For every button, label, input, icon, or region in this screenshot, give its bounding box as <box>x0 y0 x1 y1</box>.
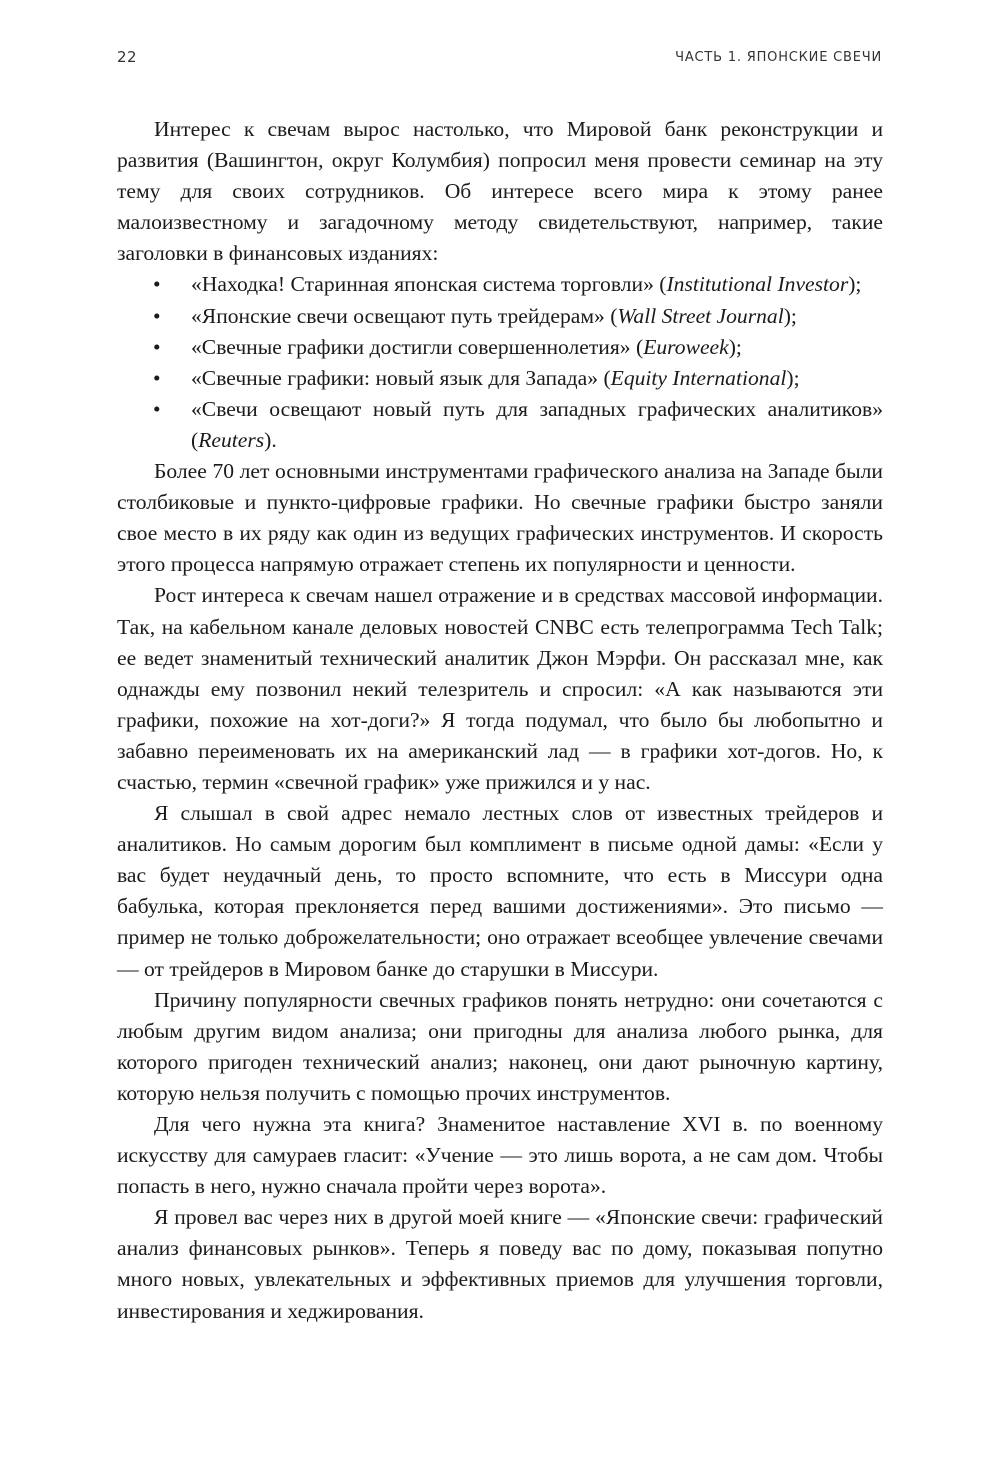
publication-name: Reuters <box>198 427 265 452</box>
bullet-icon: • <box>153 396 161 421</box>
headline-text: «Свечи освещают новый путь для западных графических аналитиков» ( <box>191 396 883 452</box>
text-body <box>117 114 883 1327</box>
headline-close: ); <box>783 303 797 328</box>
list-item <box>117 269 883 300</box>
headline-list <box>117 269 883 456</box>
paragraph-purpose: Для чего нужна эта книга? Знаменитое наставление XVI в. по военному искусству для самураев гласит: «Учение — это лишь ворота, а не сам дом. Чтобы попасть в него, нужно сначала пройти через ворота». <box>117 1112 883 1199</box>
publication-name: Wall Street Journal <box>617 303 784 328</box>
headline-text: «Свечные графики: новый язык для Запада» ( <box>191 365 611 390</box>
page-header <box>0 0 1000 100</box>
page-number: 22 <box>117 48 138 66</box>
list-item <box>117 301 883 332</box>
publication-name: Euroweek <box>643 334 729 359</box>
bullet-icon: • <box>153 272 161 297</box>
paragraph-popularity: Причину популярности свечных графиков понять нетрудно: они сочетаются с любым другим видом анализа; они пригодны для анализа любого рынка, для которого пригоден технический анализ; наконец, они дают рыночную картину, которую нельзя получить с помощью прочих инструментов. <box>117 987 883 1105</box>
list-item <box>117 394 883 456</box>
publication-name: Equity International <box>610 365 787 390</box>
headline-text: «Находка! Старинная японская система торговли» ( <box>191 272 667 297</box>
bullet-icon: • <box>153 303 161 328</box>
running-title: ЧАСТЬ 1. ЯПОНСКИЕ СВЕЧИ <box>675 50 882 65</box>
list-item <box>117 332 883 363</box>
bullet-icon: • <box>153 334 161 359</box>
headline-close: ). <box>264 427 277 452</box>
bullet-icon: • <box>153 365 161 390</box>
paragraph-compliment: Я слышал в свой адрес немало лестных слов от известных трейдеров и аналитиков. Но самым дорогим был комплимент в письме одной дамы: «Если у вас будет неудачный день, то просто вспомните, что есть в Миссури одна бабулька, которая преклоняется перед вашими достижениями». Это письмо — пример не только доброжелательности; оно отражает всеобщее увлечение свечами — от трейдеров в Мировом банке до старушки в Миссури. <box>117 801 883 981</box>
paragraph-history: Более 70 лет основными инструментами графического анализа на Западе были столбиковые и пункто-цифровые графики. Но свечные графики быстро заняли свое место в их ряду как один из ведущих графических инструментов. И скорость этого процесса напрямую отражает степень их популярности и ценности. <box>117 459 883 577</box>
headline-close: ); <box>848 272 862 297</box>
intro-paragraph: Интерес к свечам вырос настолько, что Мировой банк реконструкции и развития (Вашингтон, округ Колумбия) попросил меня провести семинар на эту тему для своих сотрудников. Об интересе всего мира к этому ранее малоизвестному и загадочному методу свидетельствуют, например, такие заголовки в финансовых изданиях: <box>117 117 883 266</box>
paragraph-media: Рост интереса к свечам нашел отражение и в средствах массовой информации. Так, на кабельном канале деловых новостей CNBC есть телепрограмма Tech Talk; ее ведет знаменитый технический аналитик Джон Мэрфи. Он рассказал мне, как однажды ему позвонил некий телезритель и спросил: «А как называются эти графики, похожие на хот-доги?» Я тогда подумал, что было бы любопытно и забавно переименовать их на американский лад — в графики хот-догов. Но, к счастью, термин «свечной график» уже прижился и у нас. <box>117 583 883 794</box>
list-item <box>117 363 883 394</box>
headline-text: «Японские свечи освещают путь трейдерам» ( <box>191 303 618 328</box>
publication-name: Institutional Investor <box>666 272 849 297</box>
headline-close: ); <box>728 334 742 359</box>
paragraph-conclusion: Я провел вас через них в другой моей книге — «Японские свечи: графический анализ финансовых рынков». Теперь я поведу вас по дому, показывая попутно много новых, увлекательных и эффективных приемов для улучшения торговли, инвестирования и хеджирования. <box>117 1205 883 1323</box>
headline-text: «Свечные графики достигли совершеннолетия» ( <box>191 334 644 359</box>
headline-close: ); <box>786 365 800 390</box>
